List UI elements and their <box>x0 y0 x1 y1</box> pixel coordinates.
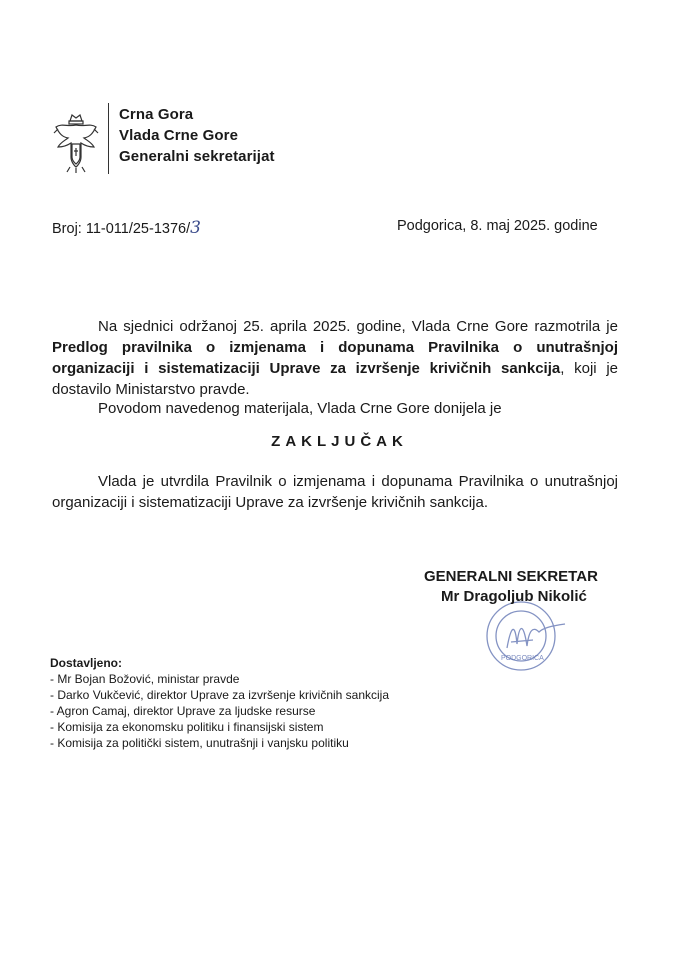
paragraph-decision-intro: Povodom navedenog materijala, Vlada Crne Gore donijela je <box>98 400 502 417</box>
paragraph-session <box>52 316 618 400</box>
paragraph1-bold: Predlog pravilnika o izmjenama i dopunama Pravilnika o unutrašnjoj organizaciji i sistematizaciji Uprave za izvršenje krivičnih sankcija <box>52 339 618 377</box>
stamp-text: PODGORICA <box>501 655 544 662</box>
government-name: Vlada Crne Gore <box>119 127 239 144</box>
coat-of-arms-icon <box>50 111 102 175</box>
recipient-item: - Mr Bojan Božović, ministar pravde <box>50 671 389 687</box>
office-name: Generalni sekretarijat <box>119 148 275 165</box>
recipients-label: Dostavljeno: <box>50 656 123 670</box>
reference-number <box>52 218 201 238</box>
recipient-item: - Darko Vukčević, direktor Uprave za izvršenje krivičnih sankcija <box>50 687 389 703</box>
recipient-item: - Komisija za politički sistem, unutrašnji i vanjsku politiku <box>50 735 389 751</box>
signatory-name: Mr Dragoljub Nikolić <box>441 588 587 605</box>
official-stamp-icon <box>481 596 577 676</box>
place-and-date: Podgorica, 8. maj 2025. godine <box>397 218 598 234</box>
paragraph1-start: Na sjednici održanoj 25. aprila 2025. godine, Vlada Crne Gore razmotrila je <box>98 318 618 335</box>
header-divider <box>108 103 109 174</box>
issuer-header <box>119 104 275 167</box>
reference-prefix: Broj: 11-011/25-1376/ <box>52 221 191 237</box>
recipients-list <box>50 655 389 751</box>
paragraph-conclusion <box>52 471 618 513</box>
paragraph1-end: , koji je dostavilo Ministarstvo pravde. <box>52 360 618 398</box>
reference-handwritten-suffix: 3 <box>190 218 201 238</box>
recipient-item: - Komisija za ekonomsku politiku i finansijski sistem <box>50 719 389 735</box>
conclusion-heading: ZAKLJUČAK <box>271 433 408 450</box>
country-name: Crna Gora <box>119 106 194 123</box>
signatory-title: GENERALNI SEKRETAR <box>424 568 598 585</box>
recipient-item: - Agron Camaj, direktor Uprave za ljudske resurse <box>50 703 389 719</box>
paragraph3-text: Vlada je utvrdila Pravilnik o izmjenama i dopunama Pravilnika o unutrašnjoj organizaciji i sistematizaciji Uprave za izvršenje krivičnih sankcija. <box>52 473 618 511</box>
